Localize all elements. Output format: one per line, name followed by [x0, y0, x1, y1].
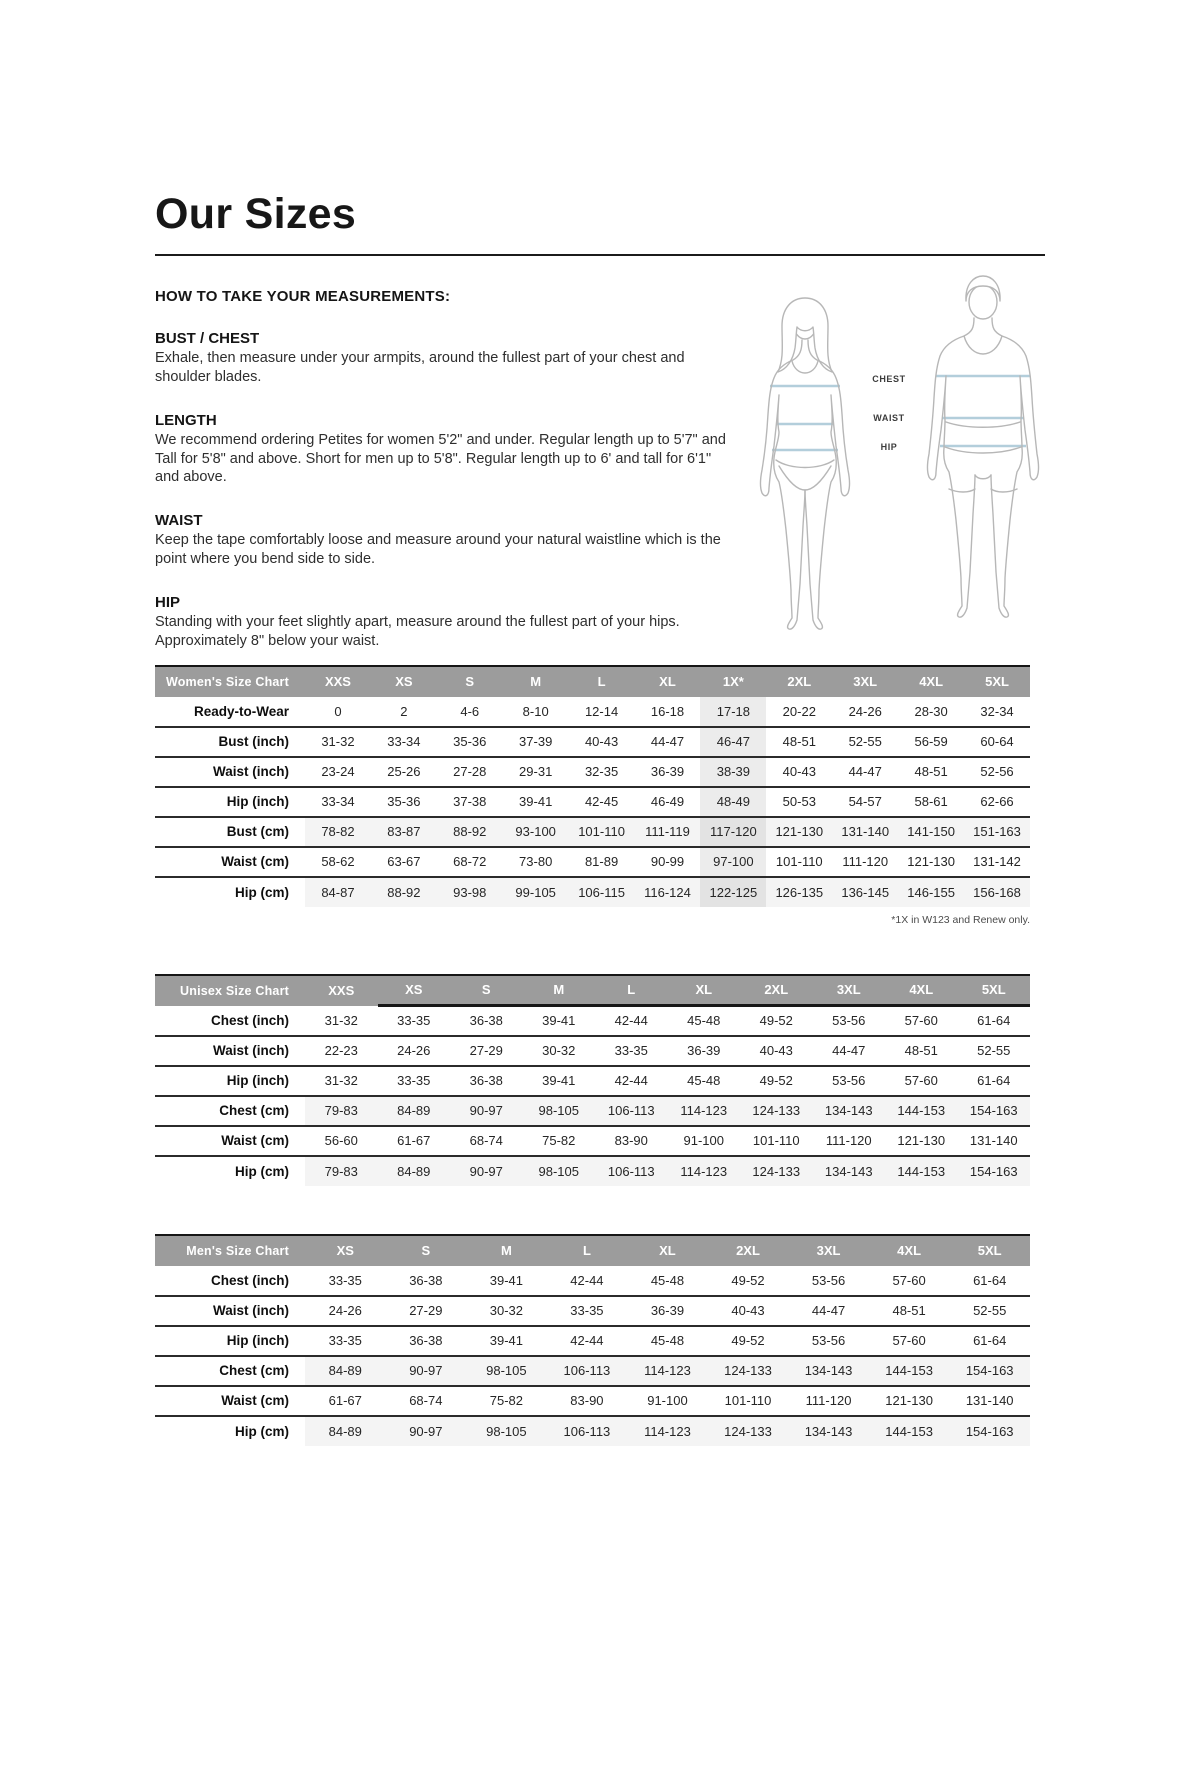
row-label: Waist (cm) [155, 847, 305, 877]
section-body: Standing with your feet slightly apart, measure around the fullest part of your hips. Approximately 8" below your waist. [155, 613, 680, 649]
size-cell: 131-140 [958, 1126, 1031, 1156]
size-column-header: M [523, 975, 596, 1006]
size-column-header: S [450, 975, 523, 1006]
row-label: Waist (cm) [155, 1386, 305, 1416]
size-cell: 46-49 [635, 787, 701, 817]
size-cell: 20-22 [782, 703, 816, 719]
size-cell: 48-51 [885, 1036, 958, 1066]
size-cell: 131-140 [949, 1386, 1030, 1416]
size-cell: 88-92 [437, 817, 503, 847]
measurement-section-bust-chest [155, 330, 735, 387]
size-cell: 45-48 [627, 1326, 708, 1356]
table-row [155, 847, 1030, 877]
size-cell: 54-57 [832, 787, 898, 817]
size-cell: 35-36 [371, 787, 437, 817]
size-cell: 154-163 [949, 1356, 1030, 1386]
size-cell: 106-115 [569, 877, 635, 907]
size-cell: 48-49 [700, 787, 766, 817]
size-cell: 33-35 [595, 1036, 668, 1066]
measurement-section-length [155, 412, 735, 488]
mens-size-table [155, 1234, 1030, 1446]
size-column-header: XL [627, 1235, 708, 1266]
size-cell: 134-143 [788, 1356, 869, 1386]
size-cell: 28-30 [914, 703, 948, 719]
table-row [155, 1036, 1030, 1066]
size-cell: 8-10 [522, 703, 549, 719]
table-row [155, 1126, 1030, 1156]
size-cell: 27-29 [450, 1036, 523, 1066]
section-body: We recommend ordering Petites for women 5'2" and under. Regular length up to 5'7" and Tall for 5'8" and above. Short for men up to 5'8". Regular length up to 6' and tall for 6'1" and above. [155, 431, 726, 486]
size-cell: 90-97 [386, 1356, 467, 1386]
table-row [155, 787, 1030, 817]
chart-title-cell: Unisex Size Chart [155, 975, 305, 1006]
row-label: Hip (inch) [155, 787, 305, 817]
table-row [155, 697, 1030, 727]
size-cell: 23-24 [305, 757, 371, 787]
size-column-header: 2XL [766, 666, 832, 697]
size-cell: 83-90 [547, 1386, 628, 1416]
size-cell: 111-120 [813, 1126, 886, 1156]
male-figure-illustration [928, 276, 1039, 617]
row-label: Ready-to-Wear [193, 703, 289, 719]
section-body: Keep the tape comfortably loose and measure around your natural waistline which is the point where you bend side to side. [155, 532, 721, 568]
table-row [155, 877, 1030, 907]
row-label: Waist (inch) [155, 1296, 305, 1326]
size-cell: 90-97 [450, 1096, 523, 1126]
size-cell: 68-74 [386, 1386, 467, 1416]
size-cell: 88-92 [371, 877, 437, 907]
row-label: Hip (inch) [155, 1066, 305, 1096]
size-cell: 144-153 [885, 1096, 958, 1126]
section-heading: HIP [155, 593, 181, 611]
size-cell: 33-35 [547, 1296, 628, 1326]
size-cell: 75-82 [466, 1386, 547, 1416]
size-cell: 101-110 [766, 847, 832, 877]
size-cell: 49-52 [731, 1272, 765, 1288]
size-cell: 111-119 [635, 817, 701, 847]
size-cell: 53-56 [832, 1013, 866, 1029]
size-column-header: XL [668, 975, 741, 1006]
size-cell: 53-56 [788, 1326, 869, 1356]
size-cell: 154-163 [958, 1096, 1031, 1126]
size-cell: 22-23 [305, 1036, 378, 1066]
size-cell: 32-34 [980, 703, 1014, 719]
size-cell: 62-66 [964, 787, 1030, 817]
table-row [155, 1096, 1030, 1126]
size-cell: 141-150 [898, 817, 964, 847]
size-column-header: 3XL [832, 666, 898, 697]
size-cell: 57-60 [869, 1326, 950, 1356]
size-cell: 121-130 [869, 1386, 950, 1416]
size-column-header: 4XL [869, 1235, 950, 1266]
size-cell: 44-47 [788, 1296, 869, 1326]
size-cell: 42-44 [570, 1272, 604, 1288]
row-label: Chest (inch) [210, 1012, 289, 1028]
size-cell: 90-97 [386, 1416, 467, 1446]
size-cell: 114-123 [668, 1156, 741, 1186]
size-cell: 124-133 [708, 1356, 789, 1386]
table-row [155, 1156, 1030, 1186]
size-column-header: 3XL [813, 975, 886, 1006]
table-row [155, 817, 1030, 847]
size-column-header: 1X* [700, 666, 766, 697]
section-heading: WAIST [155, 512, 203, 530]
size-column-header: 5XL [958, 975, 1031, 1006]
size-cell: 106-113 [595, 1156, 668, 1186]
size-cell: 27-28 [437, 757, 503, 787]
size-cell: 29-31 [503, 757, 569, 787]
size-cell: 52-56 [964, 757, 1030, 787]
size-cell: 56-59 [898, 727, 964, 757]
size-cell: 33-34 [371, 727, 437, 757]
size-cell: 121-130 [898, 847, 964, 877]
unisex-size-table [155, 974, 1030, 1186]
size-cell: 44-47 [635, 727, 701, 757]
size-cell: 84-89 [378, 1096, 451, 1126]
mens-size-chart-section [155, 1234, 1045, 1446]
womens-size-table [155, 665, 1030, 907]
size-cell: 38-39 [700, 757, 766, 787]
size-cell: 73-80 [503, 847, 569, 877]
size-cell: 42-44 [547, 1326, 628, 1356]
size-cell: 49-52 [759, 1013, 793, 1029]
size-cell: 37-38 [437, 787, 503, 817]
size-cell: 31-32 [305, 1066, 378, 1096]
size-cell: 134-143 [788, 1416, 869, 1446]
size-cell: 97-100 [700, 847, 766, 877]
table-row [155, 757, 1030, 787]
size-cell: 0 [334, 703, 342, 719]
size-cell: 36-39 [635, 757, 701, 787]
size-cell: 122-125 [700, 877, 766, 907]
size-cell: 81-89 [569, 847, 635, 877]
size-cell: 63-67 [371, 847, 437, 877]
size-cell: 93-100 [503, 817, 569, 847]
row-label: Waist (inch) [155, 757, 305, 787]
size-cell: 98-105 [466, 1416, 547, 1446]
womens-size-footnote: *1X in W123 and Renew only. [891, 913, 1030, 926]
size-cell: 134-143 [813, 1096, 886, 1126]
size-column-header: 4XL [885, 975, 958, 1006]
size-cell: 25-26 [371, 757, 437, 787]
size-cell: 24-26 [305, 1296, 386, 1326]
size-cell: 61-67 [378, 1126, 451, 1156]
size-cell: 56-60 [305, 1126, 378, 1156]
section-heading: BUST / CHEST [155, 330, 260, 347]
table-row [155, 1356, 1030, 1386]
row-label: Chest (cm) [155, 1096, 305, 1126]
unisex-size-chart-section [155, 974, 1045, 1186]
size-cell: 98-105 [523, 1096, 596, 1126]
size-cell: 131-142 [964, 847, 1030, 877]
size-cell: 91-100 [627, 1386, 708, 1416]
size-cell: 57-60 [885, 1066, 958, 1096]
size-cell: 52-55 [958, 1036, 1031, 1066]
size-cell: 24-26 [848, 703, 882, 719]
size-cell: 151-163 [964, 817, 1030, 847]
row-label: Bust (inch) [155, 727, 305, 757]
size-column-header: XL [635, 666, 701, 697]
size-cell: 99-105 [503, 877, 569, 907]
size-cell: 33-35 [328, 1272, 362, 1288]
size-cell: 33-35 [397, 1013, 431, 1029]
size-cell: 124-133 [740, 1156, 813, 1186]
size-cell: 79-83 [305, 1096, 378, 1126]
figure-label-hip: HIP [880, 442, 898, 452]
size-cell: 84-89 [305, 1356, 386, 1386]
intro-row [155, 288, 1045, 651]
size-cell: 144-153 [885, 1156, 958, 1186]
size-cell: 40-43 [766, 757, 832, 787]
size-cell: 40-43 [708, 1296, 789, 1326]
size-cell: 39-41 [523, 1066, 596, 1096]
size-cell: 106-113 [595, 1096, 668, 1126]
figure-label-chest: CHEST [872, 374, 906, 384]
size-column-header: L [569, 666, 635, 697]
size-cell: 98-105 [523, 1156, 596, 1186]
size-column-header: XS [378, 975, 451, 1006]
figure-label-waist: WAIST [873, 413, 905, 423]
size-cell: 33-34 [305, 787, 371, 817]
size-cell: 24-26 [378, 1036, 451, 1066]
size-cell: 17-18 [700, 697, 766, 727]
size-cell: 106-113 [547, 1356, 628, 1386]
size-cell: 40-43 [740, 1036, 813, 1066]
how-to-heading: HOW TO TAKE YOUR MEASUREMENTS: [155, 288, 451, 305]
size-column-header: M [466, 1235, 547, 1266]
size-column-header: XXS [305, 666, 371, 697]
size-column-header: S [386, 1235, 467, 1266]
size-cell: 45-48 [650, 1272, 685, 1288]
row-label: Hip (cm) [155, 1416, 305, 1446]
size-cell: 78-82 [305, 817, 371, 847]
size-column-header: XS [305, 1235, 386, 1266]
size-cell: 36-39 [627, 1296, 708, 1326]
size-column-header: 2XL [740, 975, 813, 1006]
size-cell: 48-51 [898, 757, 964, 787]
size-cell: 37-39 [503, 727, 569, 757]
size-cell: 27-29 [386, 1296, 467, 1326]
row-label: Hip (cm) [155, 1156, 305, 1186]
size-cell: 61-67 [305, 1386, 386, 1416]
size-cell: 36-38 [409, 1272, 443, 1288]
body-measurement-illustration [735, 266, 1055, 638]
size-cell: 36-38 [450, 1066, 523, 1096]
size-cell: 40-43 [569, 727, 635, 757]
size-cell: 53-56 [813, 1066, 886, 1096]
size-column-header: 5XL [964, 666, 1030, 697]
size-cell: 48-51 [766, 727, 832, 757]
size-column-header: 5XL [949, 1235, 1030, 1266]
size-cell: 61-64 [973, 1272, 1007, 1288]
size-cell: 32-35 [569, 757, 635, 787]
size-cell: 121-130 [766, 817, 832, 847]
size-cell: 84-89 [305, 1416, 386, 1446]
size-cell: 33-35 [378, 1066, 451, 1096]
size-cell: 116-124 [635, 877, 701, 907]
size-cell: 39-41 [503, 787, 569, 817]
table-row [155, 1066, 1030, 1096]
size-cell: 31-32 [324, 1012, 358, 1028]
size-cell: 16-18 [650, 703, 685, 719]
row-label: Hip (cm) [155, 877, 305, 907]
measurement-figures [735, 266, 1055, 651]
size-cell: 84-89 [378, 1156, 451, 1186]
size-cell: 84-87 [305, 877, 371, 907]
size-cell: 30-32 [523, 1036, 596, 1066]
size-cell: 49-52 [708, 1326, 789, 1356]
title-rule [155, 254, 1045, 256]
size-cell: 39-41 [542, 1013, 576, 1029]
page-content [0, 190, 1200, 1446]
size-cell: 2 [400, 703, 408, 719]
table-row [155, 1386, 1030, 1416]
size-cell: 61-64 [977, 1013, 1011, 1029]
size-cell: 154-163 [958, 1156, 1031, 1186]
size-cell: 61-64 [958, 1066, 1031, 1096]
size-cell: 134-143 [813, 1156, 886, 1186]
size-cell: 90-99 [635, 847, 701, 877]
page-title: Our Sizes [155, 190, 357, 238]
size-cell: 58-62 [305, 847, 371, 877]
size-cell: 30-32 [466, 1296, 547, 1326]
size-cell: 68-72 [437, 847, 503, 877]
size-cell: 111-120 [832, 847, 898, 877]
size-cell: 36-38 [386, 1326, 467, 1356]
size-cell: 114-123 [627, 1416, 708, 1446]
size-cell: 126-135 [766, 877, 832, 907]
size-cell: 35-36 [437, 727, 503, 757]
table-row [155, 1296, 1030, 1326]
size-cell: 52-55 [949, 1296, 1030, 1326]
size-cell: 4-6 [460, 703, 480, 719]
chart-title-cell: Women's Size Chart [155, 666, 305, 697]
row-label: Chest (cm) [155, 1356, 305, 1386]
size-cell: 68-74 [450, 1126, 523, 1156]
size-cell: 111-120 [788, 1386, 869, 1416]
chart-title-cell: Men's Size Chart [155, 1235, 305, 1266]
size-cell: 52-55 [832, 727, 898, 757]
measurement-section-waist [155, 512, 735, 569]
size-cell: 57-60 [904, 1013, 938, 1029]
size-cell: 75-82 [523, 1126, 596, 1156]
size-cell: 36-39 [668, 1036, 741, 1066]
size-cell: 44-47 [832, 757, 898, 787]
size-cell: 131-140 [832, 817, 898, 847]
size-cell: 50-53 [766, 787, 832, 817]
size-cell: 156-168 [964, 877, 1030, 907]
size-cell: 121-130 [885, 1126, 958, 1156]
size-cell: 101-110 [569, 817, 635, 847]
size-cell: 98-105 [466, 1356, 547, 1386]
size-cell: 91-100 [668, 1126, 741, 1156]
size-cell: 136-145 [832, 877, 898, 907]
size-cell: 46-47 [700, 727, 766, 757]
size-column-header: L [547, 1235, 628, 1266]
table-row [155, 1266, 1030, 1296]
size-cell: 53-56 [811, 1272, 846, 1288]
size-cell: 49-52 [740, 1066, 813, 1096]
size-cell: 144-153 [869, 1356, 950, 1386]
size-column-header: 3XL [788, 1235, 869, 1266]
size-cell: 58-61 [898, 787, 964, 817]
size-column-header: M [503, 666, 569, 697]
size-cell: 83-87 [371, 817, 437, 847]
table-row [155, 1326, 1030, 1356]
size-cell: 12-14 [584, 703, 619, 719]
size-cell: 144-153 [869, 1416, 950, 1446]
table-row [155, 727, 1030, 757]
size-cell: 83-90 [595, 1126, 668, 1156]
female-figure-illustration [761, 298, 850, 629]
size-cell: 90-97 [450, 1156, 523, 1186]
size-cell: 117-120 [700, 817, 766, 847]
size-cell: 31-32 [305, 727, 371, 757]
size-cell: 106-113 [547, 1416, 628, 1446]
size-column-header: 4XL [898, 666, 964, 697]
size-column-header: XXS [305, 975, 378, 1006]
womens-size-chart-section [155, 665, 1045, 926]
size-cell: 36-38 [469, 1013, 503, 1029]
size-cell: 114-123 [627, 1356, 708, 1386]
size-cell: 33-35 [305, 1326, 386, 1356]
measurement-instructions [155, 288, 735, 651]
size-cell: 101-110 [708, 1386, 789, 1416]
size-cell: 93-98 [437, 877, 503, 907]
row-label: Chest (inch) [210, 1272, 289, 1288]
size-cell: 60-64 [964, 727, 1030, 757]
size-cell: 61-64 [949, 1326, 1030, 1356]
size-cell: 48-51 [869, 1296, 950, 1326]
row-label: Waist (cm) [155, 1126, 305, 1156]
table-row [155, 1416, 1030, 1446]
section-heading: LENGTH [155, 411, 217, 429]
size-cell: 42-44 [595, 1066, 668, 1096]
row-label: Hip (inch) [155, 1326, 305, 1356]
size-cell: 101-110 [740, 1126, 813, 1156]
size-cell: 42-45 [569, 787, 635, 817]
size-cell: 146-155 [898, 877, 964, 907]
row-label: Waist (inch) [155, 1036, 305, 1066]
size-cell: 124-133 [740, 1096, 813, 1126]
size-cell: 124-133 [708, 1416, 789, 1446]
size-column-header: 2XL [708, 1235, 789, 1266]
size-cell: 45-48 [668, 1066, 741, 1096]
size-column-header: S [437, 666, 503, 697]
size-cell: 44-47 [813, 1036, 886, 1066]
section-body: Exhale, then measure under your armpits, around the fullest part of your chest and shoulder blades. [155, 350, 685, 385]
row-label: Bust (cm) [155, 817, 305, 847]
size-cell: 154-163 [949, 1416, 1030, 1446]
size-cell: 57-60 [892, 1272, 926, 1288]
size-column-header: XS [371, 666, 437, 697]
table-row [155, 1006, 1030, 1036]
size-cell: 114-123 [668, 1096, 741, 1126]
size-cell: 45-48 [687, 1013, 721, 1029]
measurement-section-hip [155, 594, 735, 651]
size-column-header: L [595, 975, 668, 1006]
size-cell: 39-41 [489, 1272, 523, 1288]
size-cell: 79-83 [305, 1156, 378, 1186]
size-cell: 42-44 [614, 1013, 648, 1029]
size-cell: 39-41 [466, 1326, 547, 1356]
